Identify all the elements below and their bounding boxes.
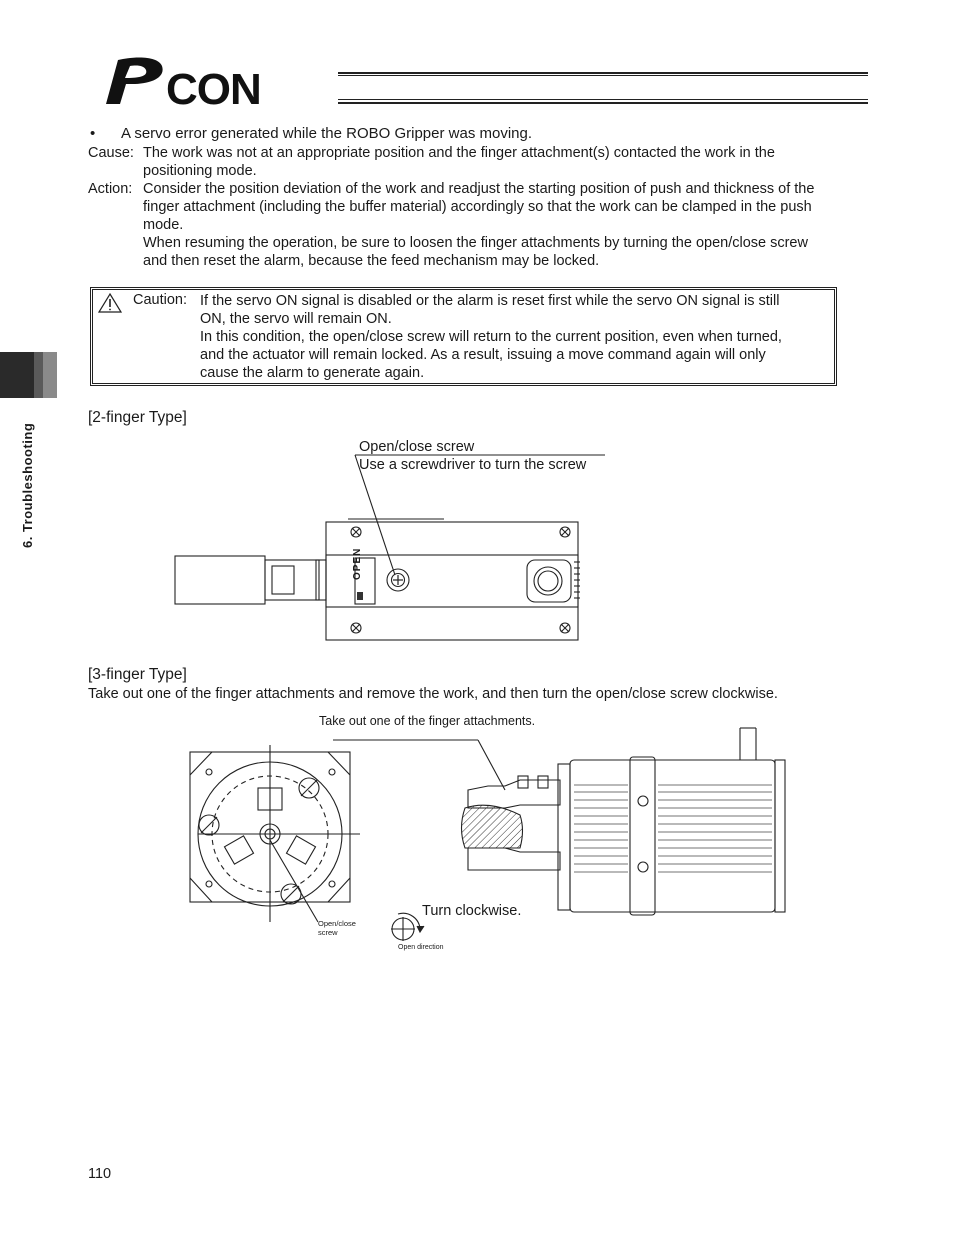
header-rule-top-thin [338,75,868,76]
action-line: mode. [143,217,184,233]
screw-callout [318,919,356,937]
caution-line: cause the alarm to generate again. [200,365,425,381]
action-block [88,180,868,270]
header-rule-top [338,72,868,74]
caution-text [200,292,830,382]
chapter-tab-label: 6. Troubleshooting [20,422,35,548]
turn-clockwise-label: Turn clockwise. [422,903,522,919]
open-direction-label: Open direction [398,944,444,951]
cause-line: The work was not at an appropriate position and the finger attachment(s) contacted the work in the [143,145,775,161]
two-finger-callout-title: Open/close screw [359,439,475,455]
two-finger-heading: [2-finger Type] [88,409,187,426]
three-finger-instruction: Take out one of the finger attachments and remove the work, and then turn the open/close screw clockwise. [88,686,778,702]
attachment-callout: Take out one of the finger attachments. [319,714,536,728]
header-rule-bottom-thin [338,99,868,100]
open-mark: OPEN [352,547,363,580]
chapter-tab-block [0,352,34,398]
three-finger-heading: [3-finger Type] [88,666,187,683]
header-rule-bottom [338,102,868,104]
screw-callout-line: screw [318,928,338,937]
action-line: Consider the position deviation of the work and readjust the starting position of push and thickness of the [143,181,815,197]
pcon-logo [96,52,336,114]
action-line: finger attachment (including the buffer material) accordingly so that the work can be clamped in the push [143,199,812,215]
action-text [143,180,873,270]
action-line: and then reset the alarm, because the feed mechanism may be locked. [143,253,600,269]
caution-line: If the servo ON signal is disabled or the alarm is reset first while the servo ON signal is still [200,293,780,309]
page-number: 110 [88,1166,112,1182]
bullet-text: A servo error generated while the ROBO Gripper was moving. [121,125,533,142]
clockwise-arrow-icon [391,913,424,941]
bullet-heading [90,125,532,142]
cause-text [143,144,873,180]
caution-line: ON, the servo will remain ON. [200,311,392,327]
chapter-tab-block-light [43,352,57,398]
cause-label: Cause: [88,145,134,161]
cause-block [88,144,868,180]
svg-text:CON: CON [166,65,261,114]
caution-line: In this condition, the open/close screw will return to the current position, even when turned, [200,329,782,345]
warning-triangle-icon [97,292,123,314]
caution-box [90,287,837,386]
action-line: When resuming the operation, be sure to loosen the finger attachments by turning the open/close screw [143,235,808,251]
chapter-tab-block-mid [34,352,43,398]
two-finger-callout-subtitle: Use a screwdriver to turn the screw [359,457,587,473]
action-label: Action: [88,181,133,197]
caution-label: Caution: [133,292,188,308]
pcon-logo-graphic [96,52,336,114]
cause-line: positioning mode. [143,163,257,179]
screw-callout-line: Open/close [318,919,356,928]
caution-line: and the actuator will remain locked. As a result, issuing a move command again will only [200,347,766,363]
bullet-symbol: • [90,125,96,142]
